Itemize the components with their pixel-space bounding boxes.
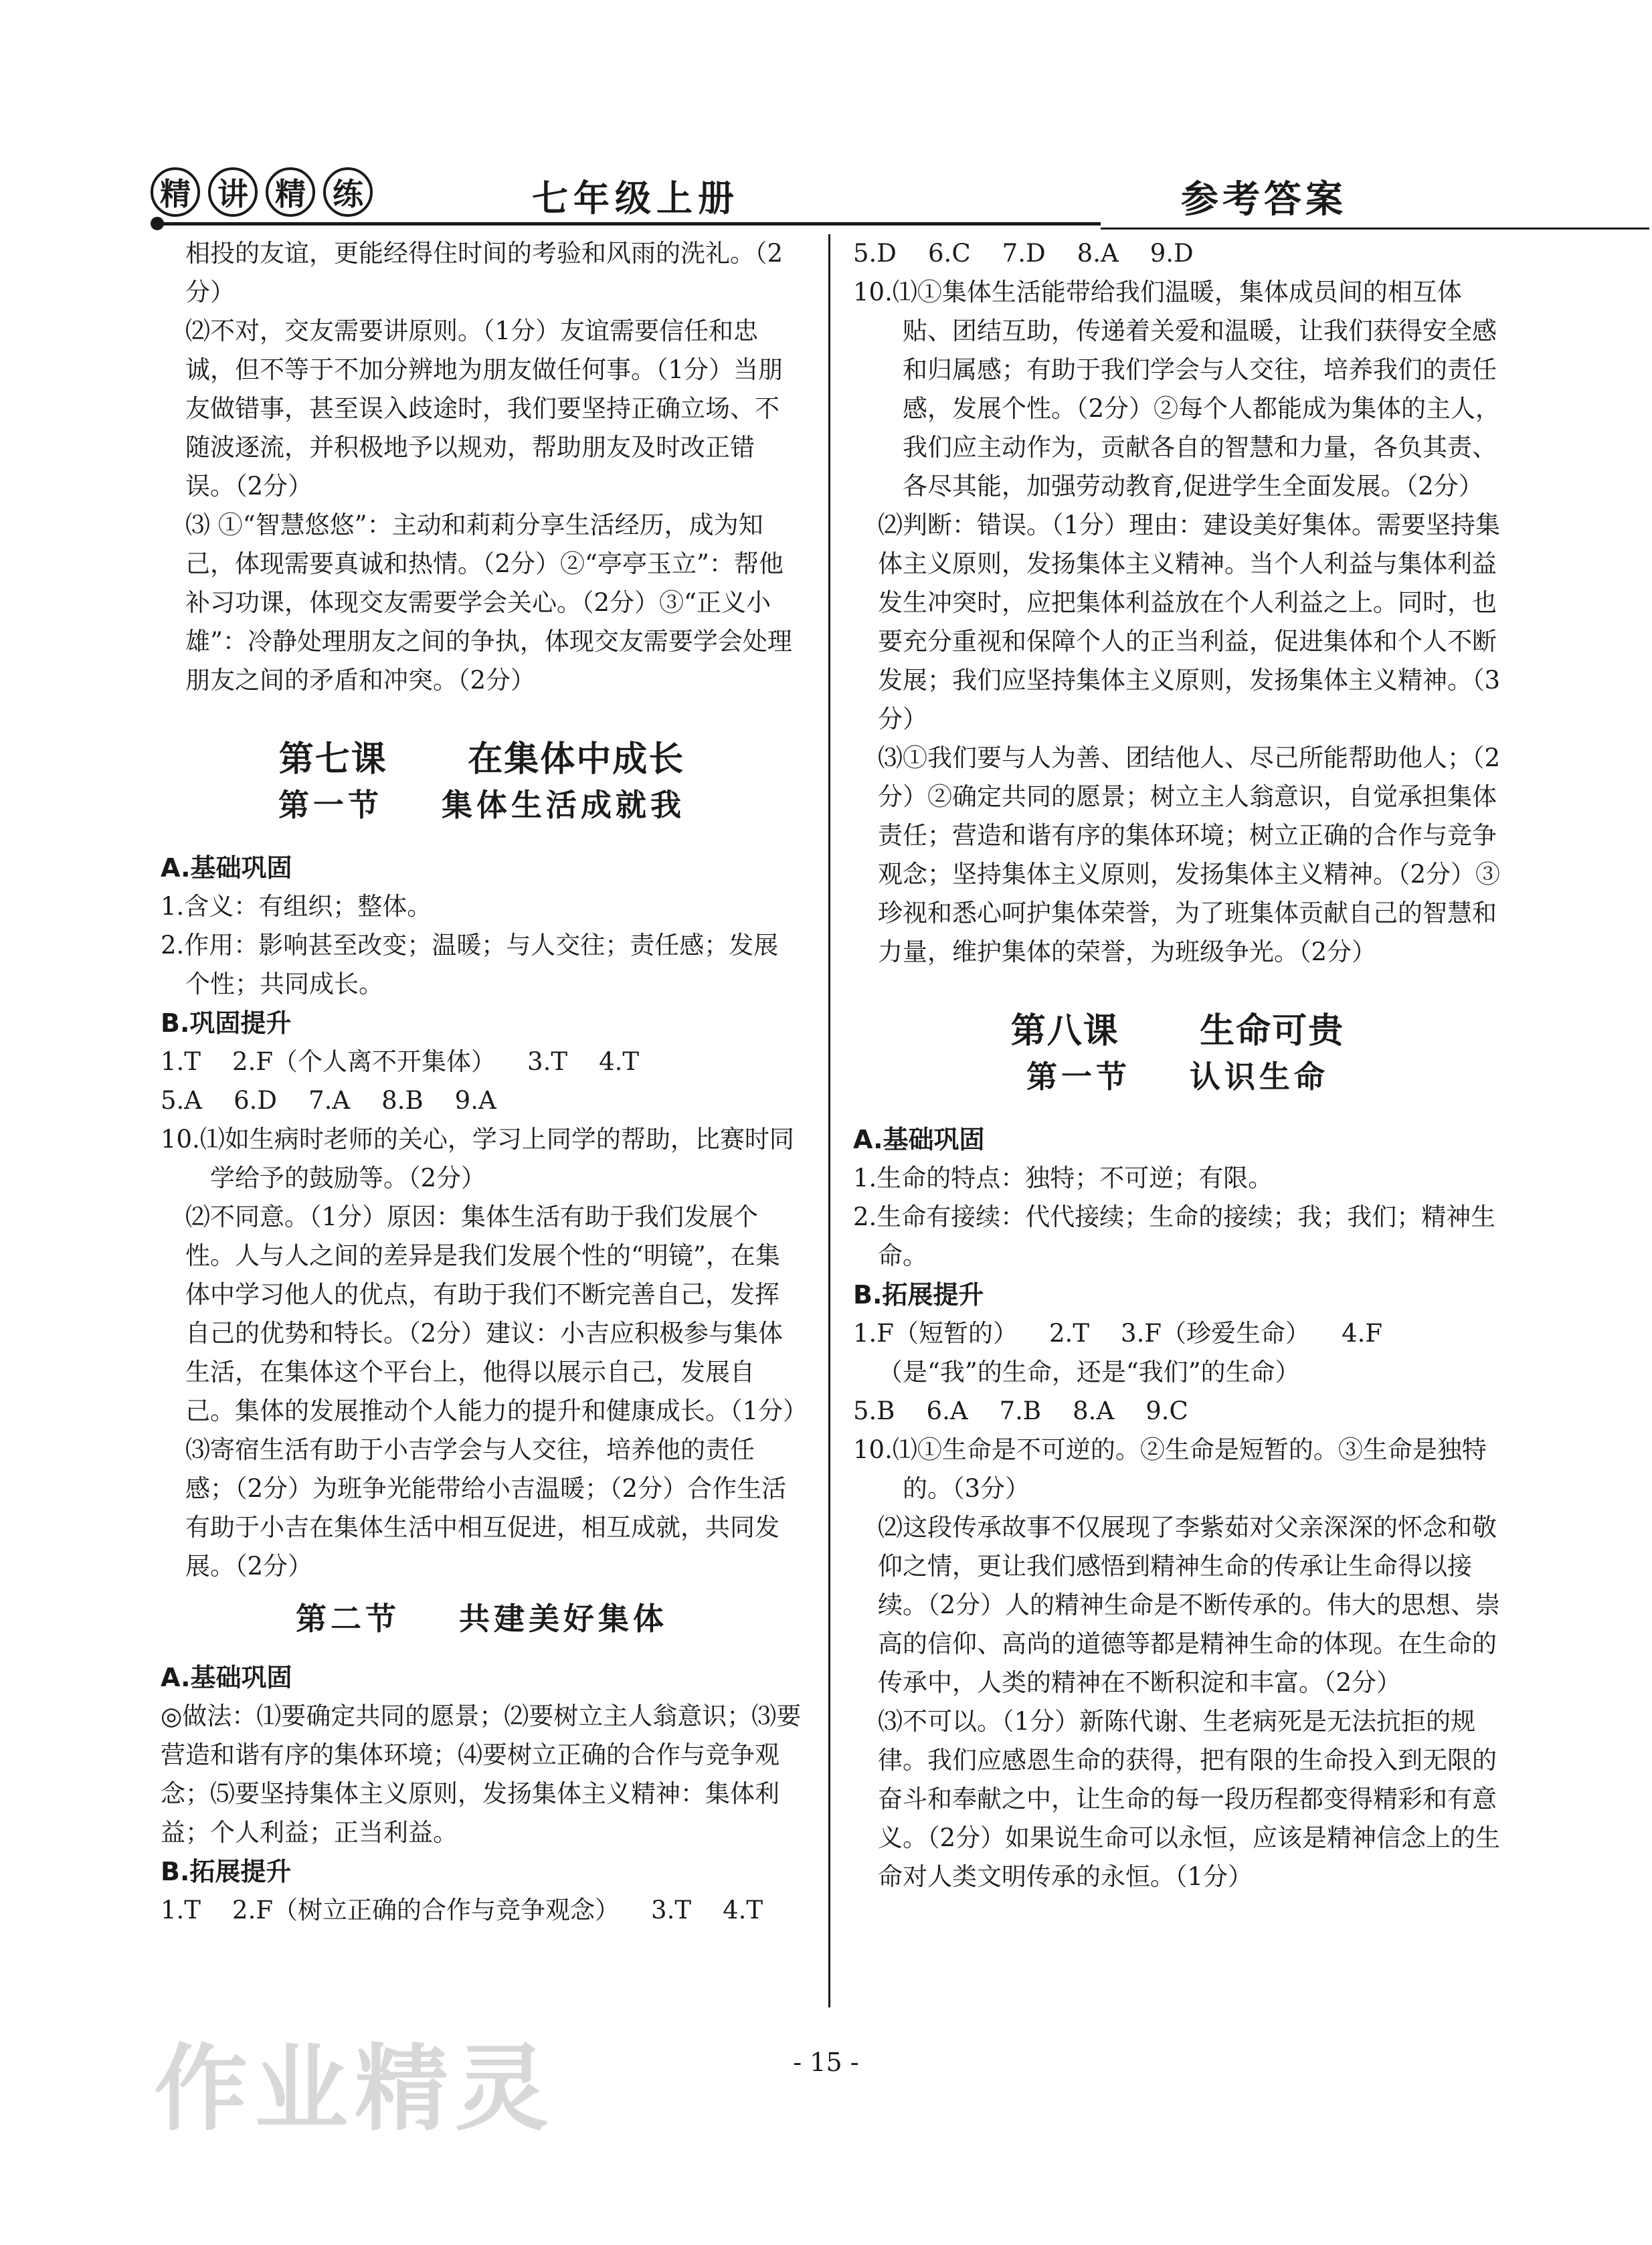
subsection-label: B.拓展提升 (161, 1857, 292, 1886)
answer-line: 10.⑴如生病时老师的关心，学习上同学的帮助，比赛时同学给予的鼓励等。（2分） (161, 1125, 794, 1192)
subsection-label: A.基础巩固 (853, 1125, 985, 1154)
lesson-heading: 第八课 生命可贵 (1010, 1011, 1345, 1051)
answer-paragraph: ◎做法：⑴要确定共同的愿景；⑵要树立主人翁意识；⑶要营造和谐有序的集体环境；⑷要树立正确的合作与竞争观念；⑸要坚持集体主义原则，发扬集体主义精神：集体利益；个人利益；正当利益。 (161, 1702, 802, 1847)
answer-paragraph: ⑶ ①“智慧悠悠”：主动和莉莉分享生活经历，成为知己，体现需要真诚和热情。（2分）②“亭亭玉立”：帮他补习功课，体现交友需要学会关心。（2分）③“正义小雄”：冷静处理朋友之间的争执，体现交友需要学会处理朋友之间的矛盾和冲突。（2分） (185, 511, 792, 695)
answer-paragraph: ⑵不同意。（1分）原因：集体生活有助于我们发展个性。人与人之间的差异是我们发展个性的“明镜”，在集体中学习他人的优点，有助于我们不断完善自己，发挥自己的优势和特长。（2分）建议：小吉应积极参与集体生活，在集体这个平台上，他得以展示自己，发展自己。集体的发展推动个人能力的提升和健康成长。（1分） (185, 1202, 808, 1425)
answer-line: 1.生命的特点：独特；不可逆；有限。 (853, 1164, 1273, 1192)
watermark: 作业精灵 (154, 2035, 556, 2144)
subsection-label: A.基础巩固 (161, 1663, 292, 1692)
section-heading: 第一节 认识生命 (1026, 1059, 1329, 1095)
header-rule (157, 222, 1101, 226)
answer-line: 1.T 2.F（树立正确的合作与竞争观念） 3.T 4.T (161, 1896, 763, 1924)
subsection-label: B.拓展提升 (853, 1280, 984, 1310)
answers-title: 参考答案 (1181, 177, 1347, 221)
subsection-label: A.基础巩固 (161, 853, 292, 883)
page-header (151, 161, 1502, 234)
right-column (853, 234, 1502, 1896)
logo-badge: 练 (323, 167, 373, 217)
logo-badge: 讲 (208, 167, 258, 217)
answer-line: 5.B 6.A 7.B 8.A 9.C (853, 1397, 1188, 1425)
answer-paragraph: ⑵这段传承故事不仅展现了李紫茹对父亲深深的怀念和敬仰之情，更让我们感悟到精神生命的传承让生命得以接续。（2分）人的精神生命是不断传承的。伟大的思想、崇高的信仰、高尚的道德等都是精神生命的体现。在生命的传承中，人类的精神在不断积淀和丰富。（2分） (878, 1513, 1501, 1697)
series-logo (151, 167, 373, 217)
header-rule (1101, 228, 1649, 230)
section-heading: 第二节 共建美好集体 (295, 1601, 668, 1637)
logo-badge: 精 (266, 167, 315, 217)
answer-line: 1.F（短暂的） 2.T 3.F（珍爱生命） 4.F（是“我”的生命，还是“我们”的生命） (853, 1319, 1383, 1386)
answer-line: 2.生命有接续：代代接续；生命的接续；我；我们；精神生命。 (853, 1202, 1496, 1270)
answer-line: 2.作用：影响甚至改变；温暖；与人交往；责任感；发展个性；共同成长。 (161, 931, 779, 998)
answer-line: 5.A 6.D 7.A 8.B 9.A (161, 1086, 496, 1115)
answer-paragraph: ⑶①我们要与人为善、团结他人、尽己所能帮助他人；（2分）②确定共同的愿景；树立主人翁意识，自觉承担集体责任；营造和谐有序的集体环境；树立正确的合作与竞争观念；坚持集体主义原则，发扬集体主义精神。（2分）③珍视和悉心呵护集体荣誉，为了班集体贡献自己的智慧和力量，维护集体的荣誉，为班级争光。（2分） (878, 743, 1501, 966)
answer-paragraph: ⑶寄宿生活有助于小吉学会与人交往，培养他的责任感；（2分）为班争光能带给小吉温暖；（2分）合作生活有助于小吉在集体生活中相互促进，相互成就，共同发展。（2分） (185, 1435, 787, 1581)
page-number: - 15 - (793, 2048, 859, 2077)
answer-line: 10.⑴①生命是不可逆的。②生命是短暂的。③生命是独特的。（3分） (853, 1435, 1487, 1503)
section-heading: 第一节 集体生活成就我 (278, 787, 686, 823)
answer-line: 1.T 2.F（个人离不开集体） 3.T 4.T (161, 1047, 640, 1076)
subsection-label: B.巩固提升 (161, 1008, 292, 1038)
answer-paragraph: ⑵不对，交友需要讲原则。（1分）友谊需要信任和忠诚，但不等于不加分辨地为朋友做任何事。（1分）当朋友做错事，甚至误入歧途时，我们要坚持正确立场、不随波逐流，并积极地予以规劝，帮助朋友及时改正错误。（2分） (185, 317, 784, 501)
answer-line: 1.含义：有组织；整体。 (161, 892, 432, 921)
answer-paragraph: ⑶不可以。（1分）新陈代谢、生老病死是无法抗拒的规律。我们应感恩生命的获得，把有限的生命投入到无限的奋斗和奉献之中，让生命的每一段历程都变得精彩和有意义。（2分）如果说生命可以永恒，应该是精神信念上的生命对人类文明传承的永恒。（1分） (878, 1707, 1501, 1891)
answer-paragraph: 相投的友谊，更能经得住时间的考验和风雨的洗礼。（2分） (185, 239, 784, 306)
answer-paragraph: 10.⑴①集体生活能带给我们温暖，集体成员间的相互体贴、团结互助，传递着关爱和温暖，让我们获得安全感和归属感；有助于我们学会与人交往，培养我们的责任感，发展个性。（2分）②每个人都能成为集体的主人，我们应主动作为，贡献各自的智慧和力量，各负其责、各尽其能，加强劳动教育,促进学生全面发展。（2分） (853, 278, 1501, 501)
answer-line: 5.D 6.C 7.D 8.A 9.D (853, 239, 1194, 268)
logo-badge: 精 (151, 167, 200, 217)
answer-paragraph: ⑵判断：错误。（1分）理由：建设美好集体。需要坚持集体主义原则，发扬集体主义精神。当个人利益与集体利益发生冲突时，应把集体利益放在个人利益之上。同时，也要充分重视和保障个人的正当利益，促进集体和个人不断发展；我们应坚持集体主义原则，发扬集体主义精神。（3分） (878, 511, 1501, 733)
grade-title: 七年级上册 (532, 177, 739, 219)
left-column (161, 234, 808, 1930)
column-divider (828, 234, 830, 2007)
lesson-heading: 第七课 在集体中成长 (278, 739, 685, 780)
